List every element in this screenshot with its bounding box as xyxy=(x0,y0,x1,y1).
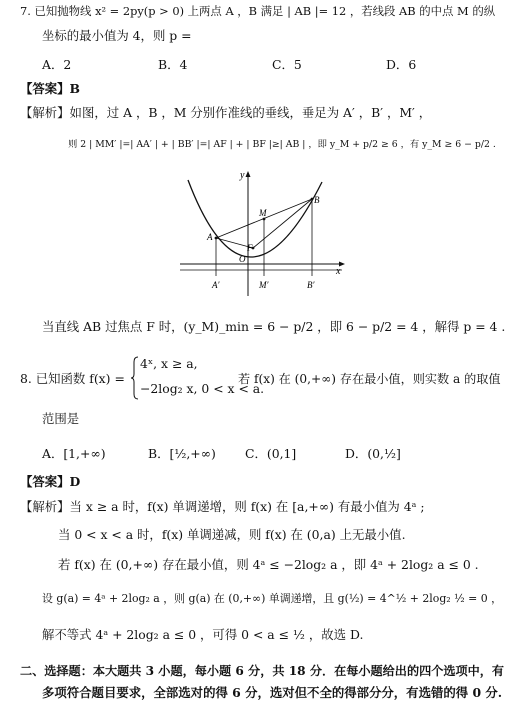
label-a-prime: A′ xyxy=(212,280,220,290)
q7-stem-line2: 坐标的最小值为 4，则 p = xyxy=(42,28,192,43)
q7-option-c: C．5 xyxy=(272,57,302,72)
point-b xyxy=(311,198,314,201)
label-a: A xyxy=(207,232,213,242)
q8-brace xyxy=(131,356,139,400)
y-axis-label: y xyxy=(240,170,245,181)
q7-analysis-line2: 则 2 | MM′ |=| AA′ | + | BB′ |=| AF | + | BF |≥| AB | ，即 y_M + p/2 ≥ 6 ，有 y_M ≥ 6 − p/2 . xyxy=(68,139,496,150)
q7-answer: 【答案】B xyxy=(20,81,81,96)
q8-option-d: D．(0,½] xyxy=(345,446,401,461)
q8-option-c: C．(0,1] xyxy=(245,446,297,461)
q8-analysis-line3: 若 f(x) 在 (0,+∞) 存在最小值，则 4ᵃ ≤ −2log₂ a ，即 4ᵃ + 2log₂ a ≤ 0 . xyxy=(58,557,479,572)
q7-option-b: B．4 xyxy=(158,57,188,72)
q8-analysis-line4: 设 g(a) = 4ᵃ + 2log₂ a ，则 g(a) 在 (0,+∞) 单调递增，且 g(½) = 4^½ + 2log₂ ½ = 0 ， xyxy=(42,592,503,605)
q7-option-d: D．6 xyxy=(386,57,417,72)
q8-option-a: A．[1,+∞) xyxy=(42,446,106,461)
point-a xyxy=(215,237,218,240)
parabola-curve xyxy=(188,180,322,257)
q8-piece2: −2log₂ x, 0 < x < a. xyxy=(140,381,265,396)
q8-analysis-line1: 【解析】当 x ≥ a 时，f(x) 单调递增，则 f(x) 在 [a,+∞) 有最小值为 4ᵃ ; xyxy=(20,499,425,514)
label-m-prime: M′ xyxy=(259,280,269,290)
q8-stem-prefix: 8. 已知函数 f(x) = xyxy=(20,371,125,386)
q8-analysis-line5: 解不等式 4ᵃ + 2log₂ a ≤ 0 ，可得 0 < a ≤ ½ ，故选 D. xyxy=(42,627,364,642)
section2-line1: 二、选择题：本大题共 3 小题，每小题 6 分，共 18 分．在每小题给出的四个选项中，有 xyxy=(20,664,505,678)
x-axis-label: x xyxy=(336,266,341,277)
q7-stem-line1: 7. 已知抛物线 x² = 2py(p > 0) 上两点 A ，B 满足 | AB |= 12 ，若线段 AB 的中点 M 的纵 xyxy=(20,4,496,18)
q8-stem-line2: 范围是 xyxy=(42,411,80,426)
label-m: M xyxy=(259,208,267,218)
y-axis-arrow xyxy=(246,171,251,177)
point-m xyxy=(263,218,266,221)
label-b-prime: B′ xyxy=(307,280,315,290)
q8-stem-suffix: 若 f(x) 在 (0,+∞) 存在最小值，则实数 a 的取值 xyxy=(238,372,501,386)
parabola-figure xyxy=(176,168,348,298)
label-b: B xyxy=(314,195,320,205)
label-f: F xyxy=(247,243,253,253)
q7-analysis-line1: 【解析】如图，过 A ，B ，M 分别作准线的垂线，垂足为 A′ ，B′ ，M′ ， xyxy=(20,105,432,120)
section2-line2: 多项符合题目要求，全部选对的得 6 分，选对但不全的得部分分，有选错的得 0 分. xyxy=(42,685,503,700)
q7-analysis-line3: 当直线 AB 过焦点 F 时，(y_M)_min = 6 − p/2 ，即 6 − p/2 = 4 ，解得 p = 4 . xyxy=(42,319,506,334)
q8-piece1: 4ˣ, x ≥ a, xyxy=(140,356,198,371)
label-o: O xyxy=(239,254,246,264)
q8-analysis-line2: 当 0 < x < a 时，f(x) 单调递减，则 f(x) 在 (0,a) 上无最小值. xyxy=(58,527,406,542)
q8-option-b: B．[½,+∞) xyxy=(148,446,216,461)
q8-answer: 【答案】D xyxy=(20,474,81,489)
q7-option-a: A．2 xyxy=(42,57,72,72)
